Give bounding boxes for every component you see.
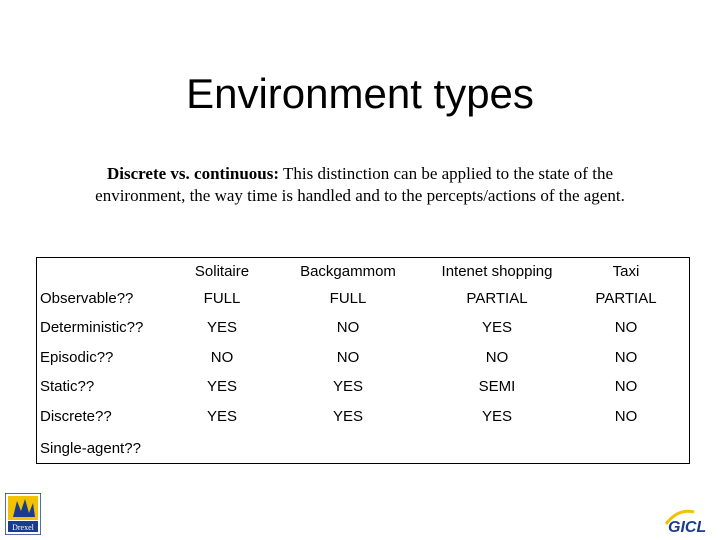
table-cell: FULL: [329, 290, 367, 307]
table-cell: NO: [614, 378, 638, 395]
table-cell: YES: [206, 378, 238, 395]
table-cell: NO: [336, 349, 360, 366]
table-cell: NO: [614, 408, 638, 425]
table-cell: PARTIAL: [595, 290, 657, 307]
drexel-logo: [5, 493, 41, 535]
row-label-deterministic: Deterministic??: [40, 319, 144, 336]
table-cell: PARTIAL: [466, 290, 528, 307]
row-label-episodic: Episodic??: [40, 349, 114, 366]
table-cell: NO: [614, 319, 638, 336]
table-cell: YES: [206, 408, 238, 425]
description-line-2: environment, the way time is handled and to the percepts/actions of the agent.: [95, 186, 625, 205]
column-header-internet-shopping: Intenet shopping: [441, 263, 553, 280]
row-label-observable: Observable??: [40, 290, 134, 307]
table-cell: NO: [614, 349, 638, 366]
gicl-logo: [662, 506, 718, 536]
gicl-logo-text: GICL: [668, 519, 707, 536]
table-cell: NO: [485, 349, 509, 366]
table-cell: FULL: [203, 290, 241, 307]
row-label-discrete: Discrete??: [40, 408, 112, 425]
column-header-taxi: Taxi: [612, 263, 640, 280]
table-cell: NO: [210, 349, 234, 366]
description-line-1: [40, 163, 680, 185]
drexel-logo-text: Drexel: [12, 523, 34, 532]
slide-description: [40, 163, 680, 207]
table-cell: SEMI: [478, 378, 516, 395]
column-header-backgammon: Backgammom: [300, 263, 396, 280]
row-label-single-agent: Single-agent??: [40, 440, 141, 457]
table-cell: NO: [336, 319, 360, 336]
description-term: Discrete vs. continuous:: [107, 164, 280, 183]
table-cell: YES: [332, 408, 364, 425]
slide-title: Environment types: [186, 70, 534, 117]
row-label-static: Static??: [40, 378, 95, 395]
description-text-1: This distinction can be applied to the state of the: [279, 164, 613, 183]
table-cell: YES: [332, 378, 364, 395]
environment-table-border: [36, 257, 690, 464]
table-cell: YES: [481, 408, 513, 425]
column-header-solitaire: Solitaire: [194, 263, 250, 280]
table-cell: YES: [481, 319, 513, 336]
table-cell: YES: [206, 319, 238, 336]
